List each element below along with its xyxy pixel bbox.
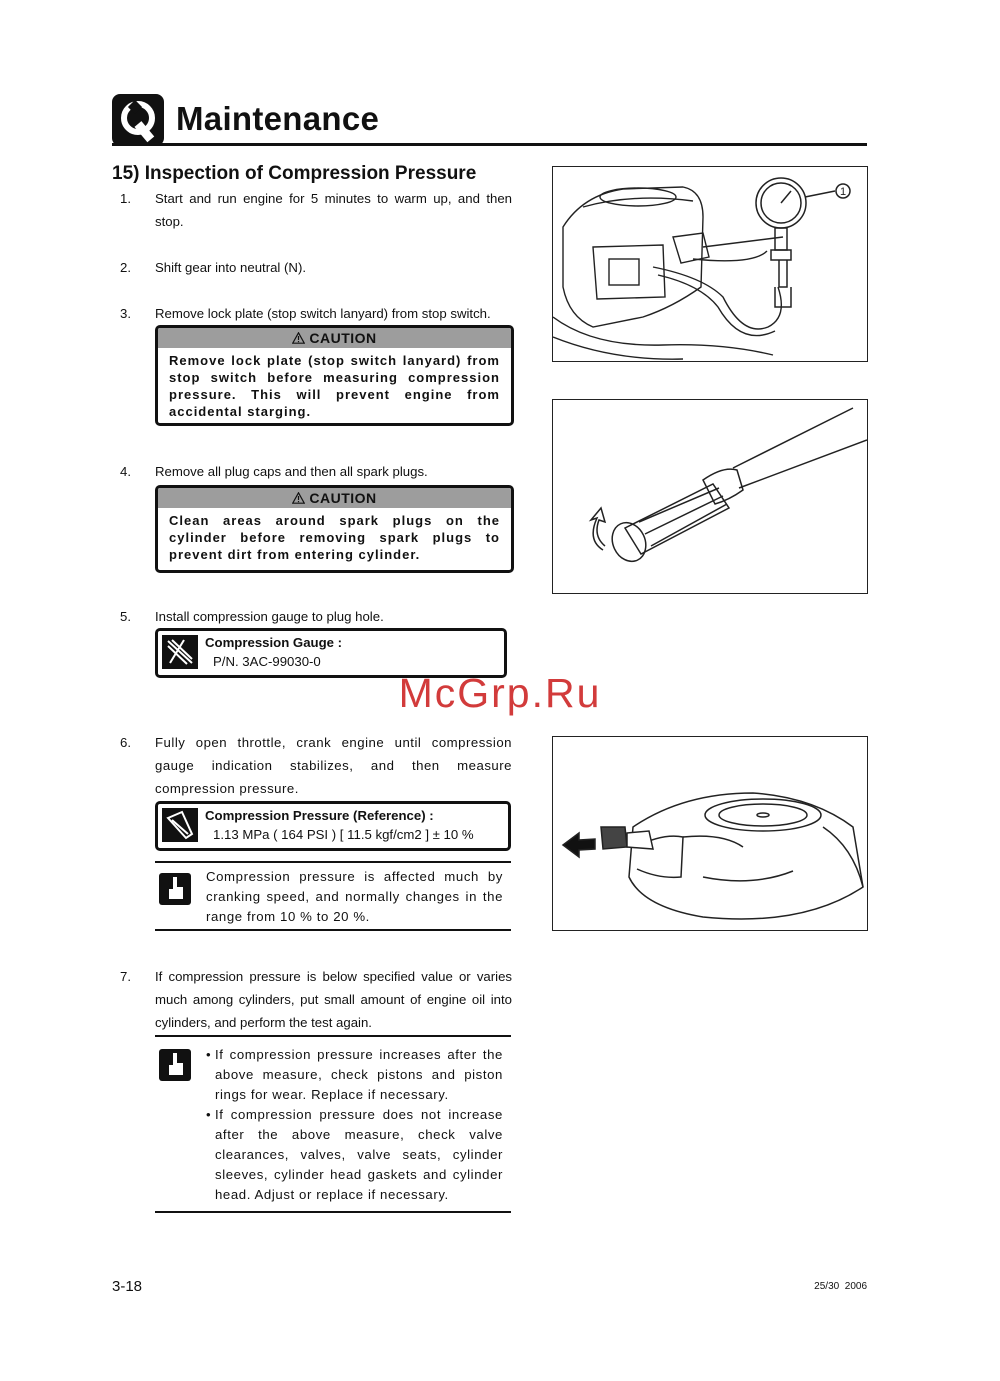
step-number: 7. xyxy=(120,969,131,984)
spec-box-pressure xyxy=(155,801,511,851)
step-text: Shift gear into neutral (N). xyxy=(155,260,306,275)
spec-title: Compression Pressure (Reference) : xyxy=(205,808,434,823)
spec-value: 1.13 MPa ( 164 PSI ) [ 11.5 kgf/cm2 ] ± 10 % xyxy=(213,827,474,842)
caution-box-2 xyxy=(155,485,514,573)
note-list xyxy=(206,1045,503,1205)
note-item: • If compression pressure does not increase after the above measure, check valve clearances, valves, valve seats, cylinder sleeves, cylinder head gaskets and cylinder head. Adjust or replace if necessary. xyxy=(206,1105,503,1205)
watermark: McGrp.Ru xyxy=(398,670,602,716)
step-2 xyxy=(120,256,512,279)
spec-title: Compression Gauge : xyxy=(205,635,343,650)
callout-number: 1 xyxy=(839,186,847,198)
step-7 xyxy=(120,965,512,1034)
gauge-spec-icon xyxy=(162,808,198,842)
caution-header xyxy=(158,488,511,508)
caution-text: Clean areas around spark plugs on the cylinder before removing spark plugs to prevent dirt from entering cylinder. xyxy=(169,513,500,562)
step-3 xyxy=(120,302,512,325)
pointing-hand-icon xyxy=(159,873,191,905)
step-text: If compression pressure is below specified value or varies much among cylinders, put small amount of engine oil into cylinders, and perform the test again. xyxy=(155,969,512,1030)
step-text: Remove all plug caps and then all spark plugs. xyxy=(155,464,428,479)
step-number: 4. xyxy=(120,464,131,479)
note-box-2 xyxy=(155,1035,511,1213)
spec-value: P/N. 3AC-99030-0 xyxy=(213,654,321,669)
warning-triangle-icon xyxy=(292,492,305,504)
step-number: 2. xyxy=(120,260,131,275)
step-text: Remove lock plate (stop switch lanyard) from stop switch. xyxy=(155,306,491,321)
figure-compression-gauge xyxy=(552,166,868,362)
warning-triangle-icon xyxy=(292,332,305,344)
section-title: 15) Inspection of Compression Pressure xyxy=(112,163,477,184)
caution-header xyxy=(158,328,511,348)
figure-starter-handle xyxy=(552,736,868,931)
step-number: 1. xyxy=(120,191,131,206)
step-5 xyxy=(120,605,512,628)
step-text: Fully open throttle, crank engine until compression gauge indication stabilizes, and then measure compression pressure. xyxy=(155,735,512,796)
note-box-1 xyxy=(155,861,511,931)
step-1 xyxy=(120,187,512,233)
header-rule xyxy=(112,143,867,146)
figure-spark-plug-wrench xyxy=(552,399,868,594)
step-number: 5. xyxy=(120,609,131,624)
model-year: 25/30 2006 xyxy=(814,1281,867,1292)
caution-label: CAUTION xyxy=(309,490,377,506)
pointing-hand-icon xyxy=(159,1049,191,1081)
wrench-icon xyxy=(112,94,164,146)
caution-text: Remove lock plate (stop switch lanyard) from stop switch before measuring compression pressure. This will prevent engine from accidental starging. xyxy=(169,353,500,419)
note-item: • If compression pressure increases after the above measure, check pistons and piston rings for wear. Replace if necessary. xyxy=(206,1045,503,1105)
special-tool-icon xyxy=(162,635,198,669)
step-text: Install compression gauge to plug hole. xyxy=(155,609,384,624)
step-text: Start and run engine for 5 minutes to warm up, and then stop. xyxy=(155,191,512,229)
caution-box-1 xyxy=(155,325,514,426)
step-number: 6. xyxy=(120,735,131,750)
step-6 xyxy=(120,731,512,800)
caution-label: CAUTION xyxy=(309,330,377,346)
page-title: Maintenance xyxy=(176,100,380,137)
step-4 xyxy=(120,460,512,483)
step-number: 3. xyxy=(120,306,131,321)
note-text: Compression pressure is affected much by cranking speed, and normally changes in the range from 10 % to 20 %. xyxy=(206,869,503,924)
page-number: 3-18 xyxy=(112,1278,143,1295)
